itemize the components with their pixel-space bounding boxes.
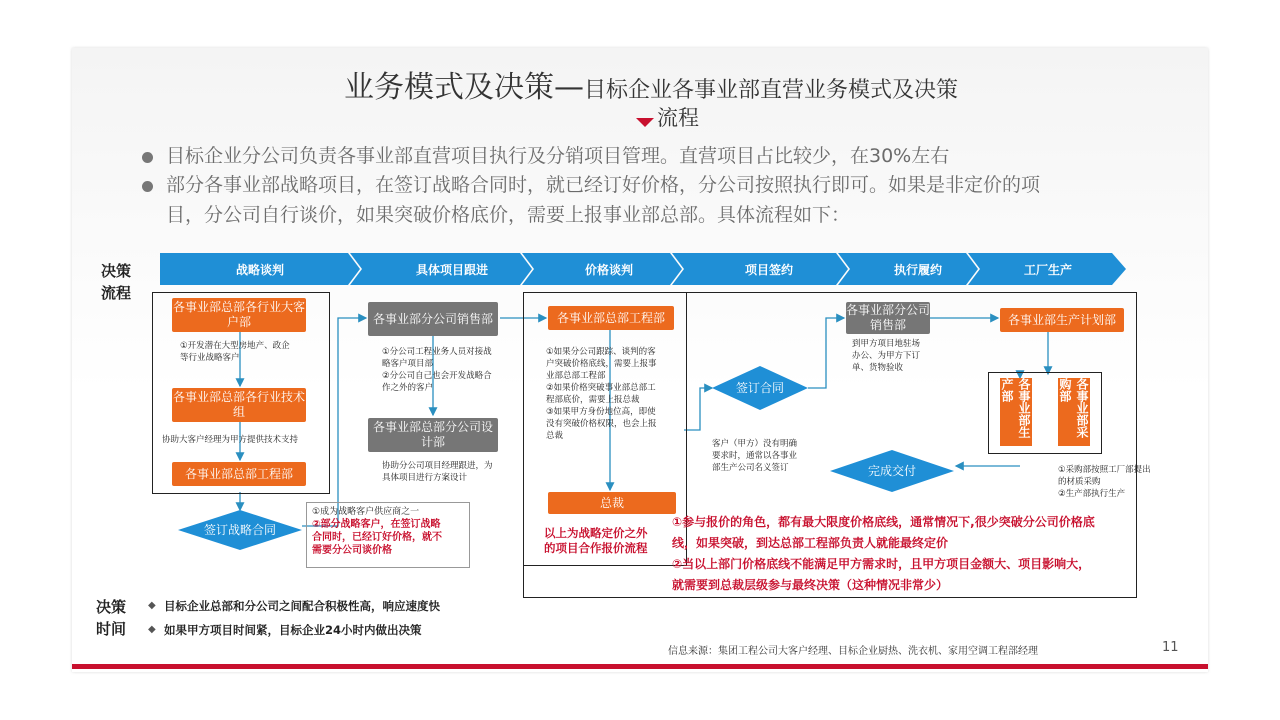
branch-design-note: 协助分公司项目经理跟进，为 具体项目进行方案设计 [382,461,493,483]
decision-time-item-2: 如果甲方项目时间紧，目标企业24小时内做出决策 [164,623,422,637]
production-plan-box: 各事业部生产计划部 [1000,308,1124,332]
stage-1: 战略谈判 [235,262,284,277]
bullet-text-1: 目标企业分公司负责各事业部直营项目执行及分销项目管理。直营项目占比较少，在30%左右 [166,145,950,167]
factory-note: ①采购部按照工厂部提出 的材质采购 ②生产部执行生产 [1058,465,1151,499]
hq-engineering-box: 各事业部总部工程部 [172,462,306,486]
tech-group-box: 各事业部总部各行业技术组 [172,388,306,422]
stage-6: 工厂生产 [1023,262,1072,277]
price-escalation-note: ①如果分公司跟踪、谈判的客 户突破价格底线，需要上报事 业部总部工程部 ②如果价格突破事业部总部工 程部底价，需要上报总裁 ③如果甲方身份地位高，即使 没有突破价格权限，也会上报 总裁 [546,347,657,441]
sign-strategy-label: 签订战略合同 [203,523,276,537]
page-title: 业务模式及决策—目标企业各事业部直营业务模式及决策 [344,70,959,105]
major-client-note: ①开发潜在大型房地产、政企 等行业战略客户 [180,341,290,363]
diamond-bullet-icon: ◆ [148,600,156,611]
non-strategy-note: 以上为战略定价之外 的项目合作报价流程 [544,526,648,555]
page-number: 11 [1162,640,1179,655]
source-note: 信息来源：集团工程公司大客户经理、目标企业厨热、洗衣机、家用空调工程部经理 [668,646,1038,657]
major-client-box: 各事业部总部各行业大客户部 [172,298,306,332]
bullet-text-2: 部分各事业部战略项目，在签订战略合同时，就已经订好价格，分公司按照执行即可。如果是非定价的项 [166,174,1041,196]
bottom-accent-bar [72,664,1208,669]
page-subtitle: 流程 [657,106,699,130]
stage-4: 项目签约 [744,262,793,277]
delivery-label: 完成交付 [867,464,916,478]
bullet-text-3: 目，分公司自行谈价，如果突破价格底价，需要上报事业部总部。具体流程如下： [166,204,851,226]
decision-process-label: 决策 流程 [101,262,132,302]
supplier-note: ①成为战略客户供应商之一 [312,507,420,517]
sign-contract-label: 签订合同 [735,381,784,395]
stage-5: 执行履约 [893,262,942,277]
tech-group-note: 协助大客户经理为甲方提供技术支持 [162,435,299,445]
fixed-price-note: ②部分战略客户，在签订战略 合同时，已经订好价格，就不 需要分公司谈价格 [312,519,442,556]
decision-time-label: 决策 时间 [96,598,127,638]
branch-design-box: 各事业部总部分公司设计部 [368,418,498,452]
onsite-note: 到甲方项目地驻场 办公、为甲方下订 单、货物验收 [852,339,921,373]
contract-party-note: 客户（甲方）没有明确 要求时，通常以各事业 部生产公司名义签订 [712,439,798,473]
procurement-dept-box: 各事业部采购部 [1058,378,1090,446]
stage-3: 价格谈判 [584,262,633,277]
president-box: 总裁 [548,492,676,514]
branch-sales-box: 各事业部分公司销售部 [368,302,498,336]
hq-engineering-box-2: 各事业部总部工程部 [548,306,674,330]
decision-time-item-1: 目标企业总部和分公司之间配合积极性高，响应速度快 [164,599,440,613]
production-dept-box: 各事业部生产部 [1000,378,1032,446]
branch-sales-note: ①分公司工程业务人员对接战 略客户项目部 ②分公司自己也会开发战略合 作之外的客户 [382,347,492,393]
branch-sales-box-2: 各事业部分公司销售部 [846,303,931,332]
price-authority-note: ①参与报价的角色，都有最大限度价格底线，通常情况下,很少突破分公司价格底 线，如果突破，到达总部工程部负责人就能最终定价 ②当以上部门价格底线不能满足甲方需求时，且甲方项目金额大、项目影响大， 就需要到总裁层级参与最终决策（这种情况非常少） [672,515,1095,592]
stage-2: 具体项目跟进 [415,262,488,277]
diamond-bullet-icon: ◆ [148,624,156,635]
